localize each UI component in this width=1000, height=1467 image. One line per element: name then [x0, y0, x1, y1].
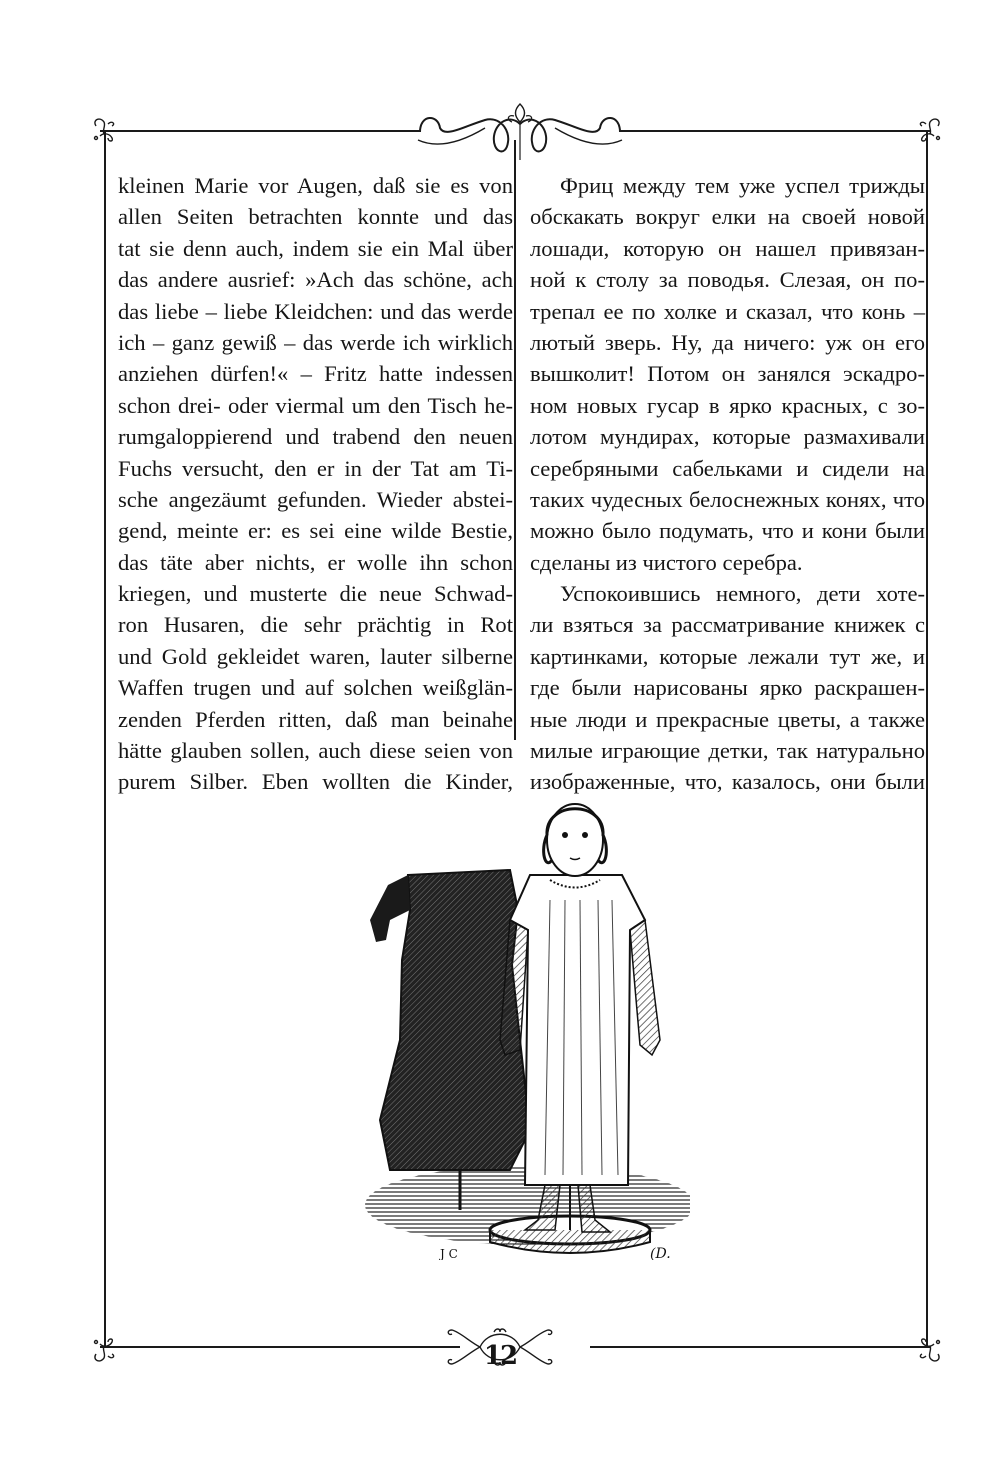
frame-top-right-line: [620, 130, 930, 132]
text-line: Waffen trugen und auf solchen weißglän-: [118, 675, 513, 701]
text-line: ные люди и прекрасные цветы, а также: [530, 706, 925, 732]
text-line: ном новых гусар в ярко красных, с зо-: [530, 392, 925, 418]
text-line: anziehen dürfen!« – Fritz hatte indessen: [118, 361, 513, 387]
text-line: можно было подумать, что и кони были: [530, 518, 925, 544]
text-line: лютый зверь. Ну, да ничего: уж он его: [530, 329, 925, 355]
doll-engraving-illustration: [360, 790, 690, 1260]
text-line: hätte glauben sollen, auch diese seien von: [118, 738, 513, 764]
text-line: таких чудесных белоснежных конях, что: [530, 486, 925, 512]
german-text-column: [118, 170, 513, 798]
artist-signature-left: J C: [440, 1247, 458, 1260]
artist-signature-right: (D.: [650, 1246, 671, 1260]
text-line: allen Seiten betrachten konnte und das: [118, 204, 513, 230]
text-line: Fuchs versucht, den er in der Tat am Ti-: [118, 455, 513, 481]
text-line: обскакать вокруг елки на своей новой: [530, 204, 925, 230]
text-line: kriegen, und musterte die neue Schwad-: [118, 581, 513, 607]
text-line: tat sie denn auch, indem sie ein Mal über: [118, 235, 513, 261]
corner-ornament-top-right-icon: [910, 116, 944, 150]
text-line: zenden Pferden ritten, daß man beinahe: [118, 706, 513, 732]
text-line: das liebe – liebe Kleidchen: und das werde: [118, 298, 513, 324]
text-line: изображенные, что, казалось, они были: [530, 769, 925, 795]
text-line: ich – ganz gewiß – das werde ich wirklich: [118, 329, 513, 355]
text-line: purem Silber. Eben wollten die Kinder,: [118, 769, 513, 795]
text-line: das andere ausrief: »Ach das schöne, ach: [118, 267, 513, 293]
text-line: ли взяться за рассматривание книжек с: [530, 612, 925, 638]
frame-top-left-line: [100, 130, 420, 132]
frame-bottom-right-line: [590, 1346, 930, 1348]
text-line: schon drei- oder viermal um den Tisch he-: [118, 392, 513, 418]
corner-ornament-bottom-left-icon: [90, 1330, 124, 1364]
text-line: rumgaloppierend und trabend den neuen: [118, 424, 513, 450]
text-line: где были нарисованы ярко раскрашен-: [530, 675, 925, 701]
text-line: Фриц между тем уже успел трижды: [560, 173, 925, 198]
russian-text-column: [530, 170, 925, 798]
text-line: милые играющие детки, так натурально: [530, 738, 925, 764]
text-line: сделаны из чистого серебра.: [530, 549, 803, 575]
text-line: gend, meinte er: es sei eine wilde Bestie,: [118, 518, 513, 544]
text-line: kleinen Marie vor Augen, daß sie es von: [118, 173, 513, 198]
page-number: 12: [483, 1341, 517, 1371]
text-line: Успокоившись немного, дети хоте-: [560, 581, 925, 607]
text-line: ron Husaren, die sehr prächtig in Rot: [118, 612, 513, 638]
frame-bottom-left-line: [100, 1346, 460, 1348]
text-line: sche angezäumt gefunden. Wieder abstei-: [118, 486, 513, 512]
corner-ornament-top-left-icon: [90, 116, 124, 150]
text-line: серебряными сабельками и сидели на: [530, 455, 925, 481]
top-scroll-ornament-icon: [410, 100, 630, 160]
column-divider: [514, 140, 516, 740]
text-line: вышколит! Потом он занялся эскадро-: [530, 361, 925, 387]
text-line: und Gold gekleidet waren, lauter silberne: [118, 643, 513, 669]
text-line: лотом мундирах, которые размахивали: [530, 424, 925, 450]
frame-right-line: [926, 130, 928, 1348]
text-line: das täte aber nichts, er wolle ihn schon: [118, 549, 513, 575]
frame-left-line: [104, 130, 106, 1348]
text-line: лошади, которую он нашел привязан-: [530, 235, 925, 261]
corner-ornament-bottom-right-icon: [910, 1330, 944, 1364]
text-line: трепал ее по холке и сказал, что конь –: [530, 298, 925, 324]
text-line: картинками, которые лежали тут же, и: [530, 643, 925, 669]
text-line: ной к столу за поводья. Слезая, он по-: [530, 267, 925, 293]
